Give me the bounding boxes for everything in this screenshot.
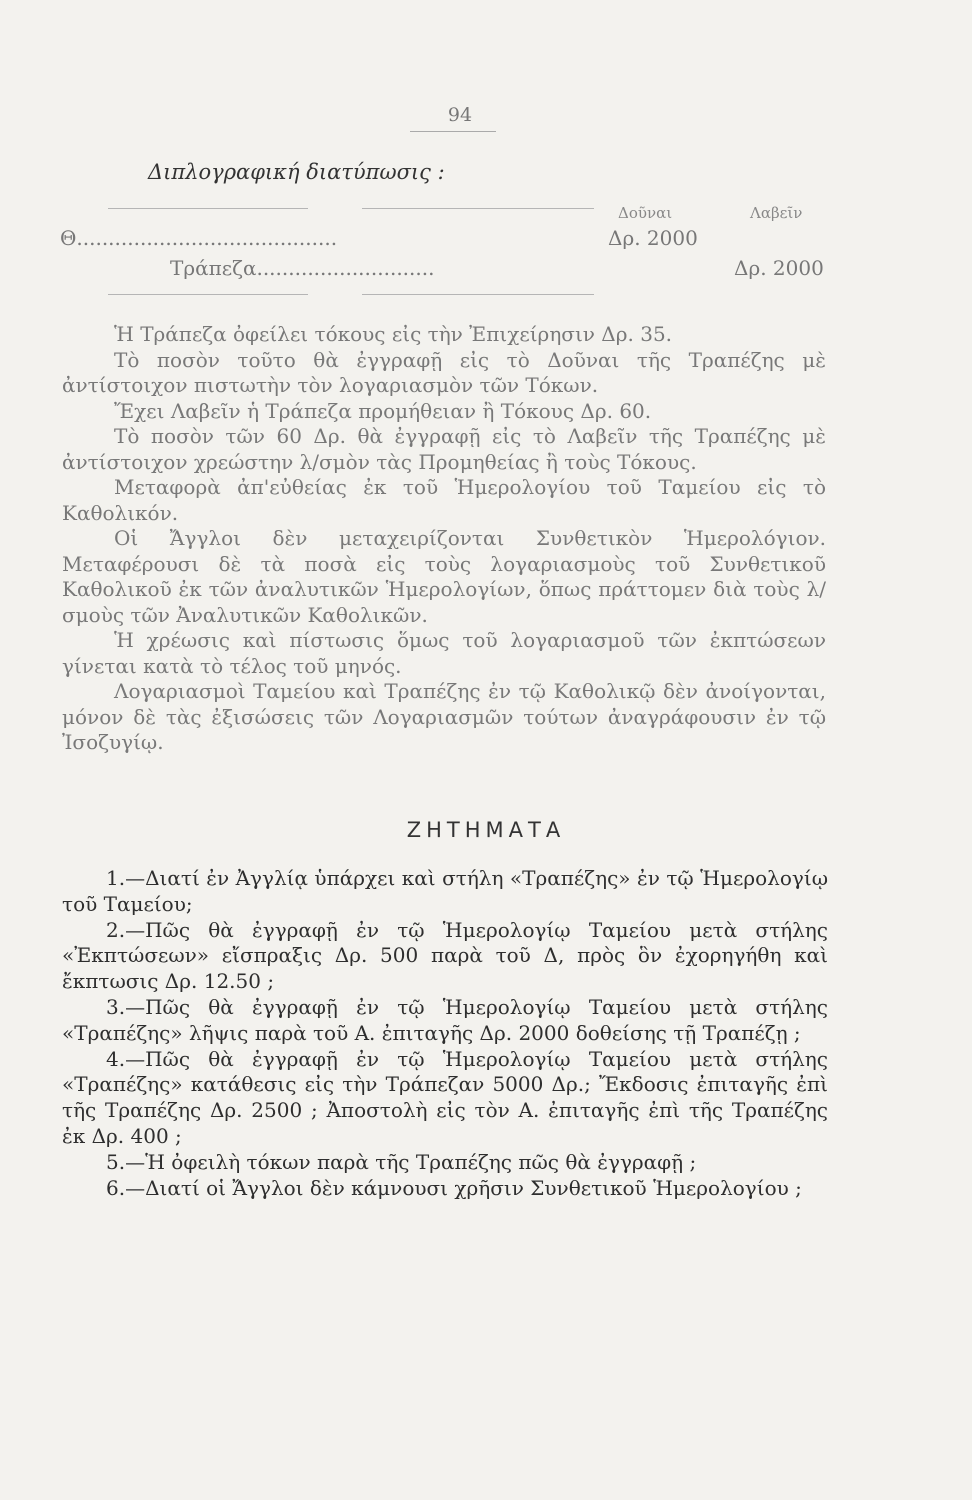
questions-heading: ΖΗΤΗΜΑΤΑ (406, 818, 566, 842)
paragraph: Ἔχει Λαβεῖν ἡ Τράπεζα προμήθειαν ἢ Τόκους Δρ. 60. (114, 398, 652, 423)
journal-bottom-rule-right (362, 294, 594, 295)
question-item: 3.—Πῶς θὰ ἐγγραφῇ ἐν τῷ Ἡμερολογίῳ Ταμείου μετὰ στήλης «Τραπέζης» λῆψις παρὰ τοῦ Α. ἐπιταγῆς Δρ. 2000 δοθείσης τῇ Τραπέζῃ ; (62, 994, 828, 1045)
section-title: Διπλογραφική διατύπωσις : (148, 160, 445, 184)
question-item: 2.—Πῶς θὰ ἐγγραφῇ ἐν τῷ Ἡμερολογίῳ Ταμείου μετὰ στήλης «Ἐκπτώσεων» εἴσπραξις Δρ. 500 παρὰ τοῦ Δ, πρὸς ὃν ἐχορηγήθη καὶ ἔκπτωσις Δρ. 12.50 ; (62, 917, 828, 994)
debit-column-header: Δοῦναι (618, 204, 673, 222)
journal-bottom-rule-left (108, 294, 308, 295)
paragraph: Λογαριασμοὶ Ταμείου καὶ Τραπέζης ἐν τῷ Καθολικῷ δὲν ἀνοίγονται, μόνον δὲ τὰς ἐξισώσεις τῶν Λογαριασμῶν τούτων ἀναγράφουσιν ἐν τῷ Ἰσοζυγίῳ. (62, 679, 826, 754)
explanation-paragraphs (62, 322, 826, 756)
question-item: 4.—Πῶς θὰ ἐγγραφῇ ἐν τῷ Ἡμερολογίῳ Ταμείου μετὰ στήλης «Τραπέζης» κατάθεσις εἰς τὴν Τράπεζαν 5000 Δρ.; Ἔκδοσις ἐπιταγῆς ἐπὶ τῆς Τραπέζης Δρ. 2500 ; Ἀποστολὴ εἰς τὸν Α. ἐπιταγῆς ἐπὶ τῆς Τραπέζης ἐκ Δρ. 400 ; (62, 1046, 828, 1148)
question-item: 6.—Διατί οἱ Ἄγγλοι δὲν κάμνουσι χρῆσιν Συνθετικοῦ Ἡμερολογίου ; (106, 1175, 802, 1200)
paragraph: Τὸ ποσὸν τοῦτο θὰ ἐγγραφῇ εἰς τὸ Δοῦναι τῆς Τραπέζης μὲ ἀντίστοιχον πιστωτὴν τὸν λογαριασμὸν τῶν Τόκων. (62, 347, 826, 397)
page-number: 94 (447, 104, 473, 126)
paragraph: Οἱ Ἄγγλοι δὲν μεταχειρίζονται Συνθετικὸν Ἡμερολόγιον. Μεταφέρουσι δὲ τὰ ποσὰ εἰς τοὺς λογαριασμοὺς τοῦ Συνθετικοῦ Καθολικοῦ ἐκ τῶν ἀναλυτικῶν Ἡμερολογίων, ὅπως πράττομεν διὰ τοὺς λ/σμοὺς τῶν Ἀναλυτικῶν Καθολικῶν. (62, 526, 826, 627)
journal-top-rule-left (108, 208, 308, 209)
paragraph: Τὸ ποσὸν τῶν 60 Δρ. θὰ ἐγγραφῇ εἰς τὸ Λαβεῖν τῆς Τραπέζης μὲ ἀντίστοιχον χρεώστην λ/σμὸν τὰς Προμηθείας ἢ τοὺς Τόκους. (62, 424, 826, 474)
page-number-rule (410, 131, 496, 132)
journal-row-credit-account: Τράπεζα............................ (170, 256, 435, 280)
paragraph: Ἡ χρέωσις καὶ πίστωσις ὅμως τοῦ λογαριασμοῦ τῶν ἐκπτώσεων γίνεται κατὰ τὸ τέλος τοῦ μηνός. (62, 628, 826, 678)
questions-list (62, 866, 828, 1201)
credit-column-header: Λαβεῖν (750, 204, 803, 222)
question-item: 5.—Ἡ ὀφειλὴ τόκων παρὰ τῆς Τραπέζης πῶς θὰ ἐγγραφῇ ; (106, 1149, 697, 1174)
journal-row-credit-amount: Δρ. 2000 (734, 256, 824, 280)
journal-top-rule-right (362, 208, 594, 209)
question-item: 1.—Διατί ἐν Ἀγγλίᾳ ὑπάρχει καὶ στήλη «Τραπέζης» ἐν τῷ Ἡμερολογίῳ τοῦ Ταμείου; (62, 866, 828, 916)
journal-row-debit-account: Θ......................................... (60, 226, 338, 250)
paragraph: Ἡ Τράπεζα ὀφείλει τόκους εἰς τὴν Ἐπιχείρησιν Δρ. 35. (114, 322, 673, 346)
journal-row-debit-amount: Δρ. 2000 (608, 226, 698, 250)
paragraph: Μεταφορὰ ἀπ'εὐθείας ἐκ τοῦ Ἡμερολογίου τοῦ Ταμείου εἰς τὸ Καθολικόν. (62, 475, 826, 525)
